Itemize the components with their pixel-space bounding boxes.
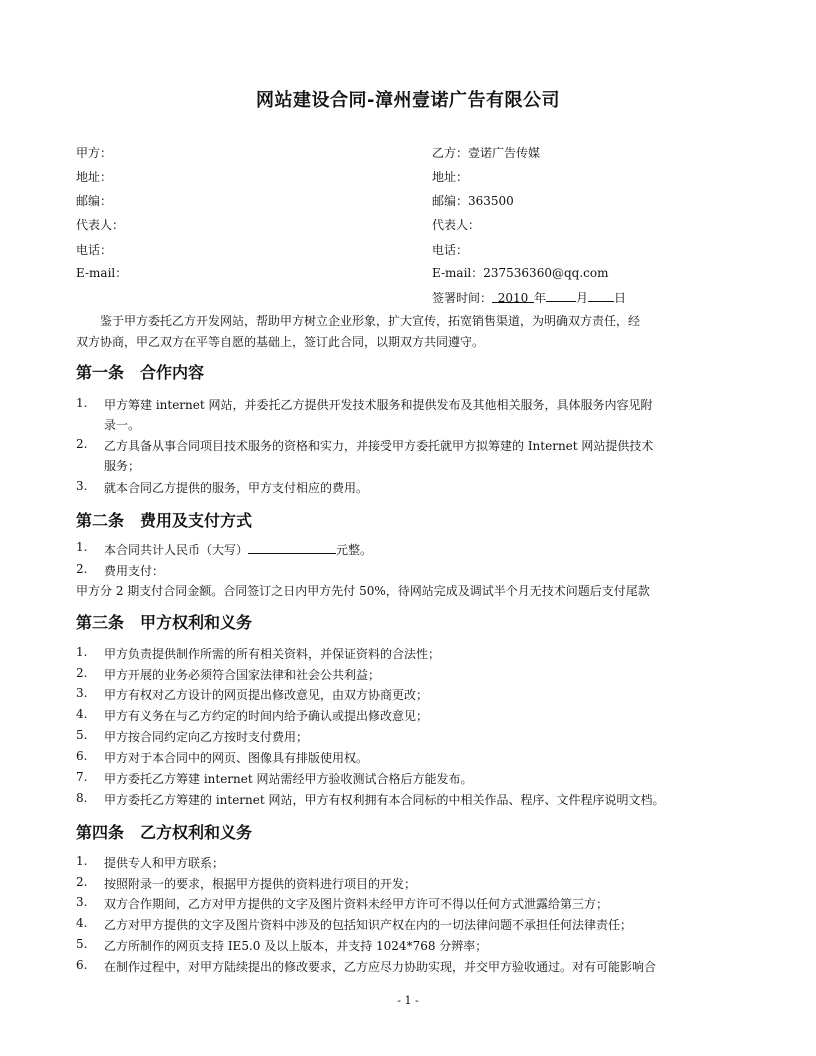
- item-number: 3.: [76, 895, 88, 909]
- party-b-postcode: 邮编：363500: [432, 194, 514, 208]
- party-a-email: E-mail：: [76, 266, 128, 280]
- contract-amount-label: 本合同共计人民币（大写）: [104, 543, 249, 557]
- item-text: 甲方有权对乙方设计的网页提出修改意见，由双方协商更改；: [104, 688, 429, 702]
- item-text: 甲方按合同约定向乙方按时支付费用；: [104, 730, 309, 744]
- sign-date-label: 签署时间：: [432, 291, 493, 305]
- article-1-heading: 第一条 合作内容: [76, 363, 205, 382]
- item-number: 3.: [76, 686, 88, 700]
- party-a-representative: 代表人：: [76, 218, 125, 232]
- item-text: 双方合作期间，乙方对甲方提供的文字及图片资料未经甲方许可不得以任何方式泄露给第三方；: [104, 897, 609, 911]
- party-b-representative: 代表人：: [432, 218, 481, 232]
- sign-day-blank: [588, 288, 614, 302]
- article-3-heading: 第三条 甲方权利和义务: [76, 613, 253, 632]
- party-b-address: 地址：: [432, 170, 469, 184]
- party-a-label: 甲方：: [76, 146, 113, 160]
- item-text: 甲方对于本合同中的网页、图像具有排版使用权。: [104, 751, 369, 765]
- item-text: 乙方具备从事合同项目技术服务的资格和实力，并接受甲方委托就甲方拟筹建的 Internet 网站提供技术: [104, 439, 654, 453]
- sign-day-suffix: 日: [614, 291, 627, 305]
- article-2-heading: 第二条 费用及支付方式: [76, 511, 253, 530]
- item-text: 乙方所制作的网页支持 IE5.0 及以上版本，并支持 1024*768 分辨率；: [104, 939, 488, 953]
- item-text: 甲方委托乙方筹建的 internet 网站，甲方有权利拥有本合同标的中相关作品、程序、文件程序说明文档。: [104, 793, 665, 807]
- item-text: 甲方有义务在与乙方约定的时间内给予确认或提出修改意见；: [104, 709, 429, 723]
- item-text: 在制作过程中，对甲方陆续提出的修改要求，乙方应尽力协助实现，并交甲方验收通过。对有可能影响合: [104, 960, 657, 974]
- item-number: 5.: [76, 728, 88, 742]
- item-text: 甲方负责提供制作所需的所有相关资料，并保证资料的合法性；: [104, 647, 441, 661]
- item-text: 甲方开展的业务必须符合国家法律和社会公共利益；: [104, 668, 381, 682]
- party-a-postcode: 邮编：: [76, 194, 113, 208]
- item-number: 4.: [76, 707, 88, 721]
- party-a-address: 地址：: [76, 170, 113, 184]
- party-b-phone: 电话：: [432, 243, 469, 257]
- sign-month-blank: [546, 288, 576, 302]
- article-4-heading: 第四条 乙方权利和义务: [76, 823, 253, 842]
- item-text-cont: 服务；: [104, 459, 141, 473]
- item-number: 1.: [76, 854, 88, 868]
- contract-amount-suffix: 元整。: [336, 543, 373, 557]
- item-number: 4.: [76, 916, 88, 930]
- item-number: 2.: [76, 875, 88, 889]
- intro-line-2: 双方协商，甲乙双方在平等自愿的基础上，签订此合同，以期双方共同遵守。: [76, 335, 485, 349]
- party-a-phone: 电话：: [76, 243, 113, 257]
- item-number: 2.: [76, 437, 88, 451]
- item-number: 1.: [76, 645, 88, 659]
- item-text-cont: 录一。: [104, 418, 141, 432]
- item-number: 3.: [76, 479, 88, 493]
- party-b-label: 乙方：壹诺广告传媒: [432, 146, 541, 160]
- document-title: 网站建设合同-漳州壹诺广告有限公司: [256, 90, 560, 111]
- item-number: 1.: [76, 396, 88, 410]
- intro-line-1: 鉴于甲方委托乙方开发网站，帮助甲方树立企业形象，扩大宣传，拓宽销售渠道，为明确双方责任，经: [100, 314, 641, 328]
- item-number: 5.: [76, 937, 88, 951]
- item-text: 按照附录一的要求，根据甲方提供的资料进行项目的开发；: [104, 877, 417, 891]
- sign-month-suffix: 月: [576, 291, 589, 305]
- item-text: 乙方对甲方提供的文字及图片资料中涉及的包括知识产权在内的一切法律问题不承担任何法律责任；: [104, 918, 633, 932]
- item-number: 8.: [76, 791, 88, 805]
- payment-label: 费用支付：: [104, 564, 165, 578]
- page-number: - 1 -: [397, 994, 419, 1007]
- item-text: 甲方筹建 internet 网站，并委托乙方提供开发技术服务和提供发布及其他相关服务，具体服务内容见附: [104, 398, 653, 412]
- sign-year-suffix: 年: [534, 291, 547, 305]
- item-text: 甲方委托乙方筹建 internet 网站需经甲方验收测试合格后方能发布。: [104, 772, 473, 786]
- item-number: 6.: [76, 749, 88, 763]
- item-number: 6.: [76, 958, 88, 972]
- item-number: 2.: [76, 562, 88, 576]
- payment-terms: 甲方分 2 期支付合同金额。合同签订之日内甲方先付 50%，待网站完成及调试半个月无技术问题后支付尾款: [76, 584, 650, 598]
- sign-year: 2010: [492, 289, 534, 303]
- item-number: 2.: [76, 666, 88, 680]
- item-text: 就本合同乙方提供的服务，甲方支付相应的费用。: [104, 481, 369, 495]
- party-b-email: E-mail：237536360@qq.com: [432, 266, 609, 280]
- sign-date: [432, 288, 626, 307]
- item-text: 提供专人和甲方联系；: [104, 856, 225, 870]
- item-number: 1.: [76, 540, 88, 554]
- amount-blank: [248, 540, 336, 554]
- item-number: 7.: [76, 770, 88, 784]
- contract-amount: [104, 540, 372, 558]
